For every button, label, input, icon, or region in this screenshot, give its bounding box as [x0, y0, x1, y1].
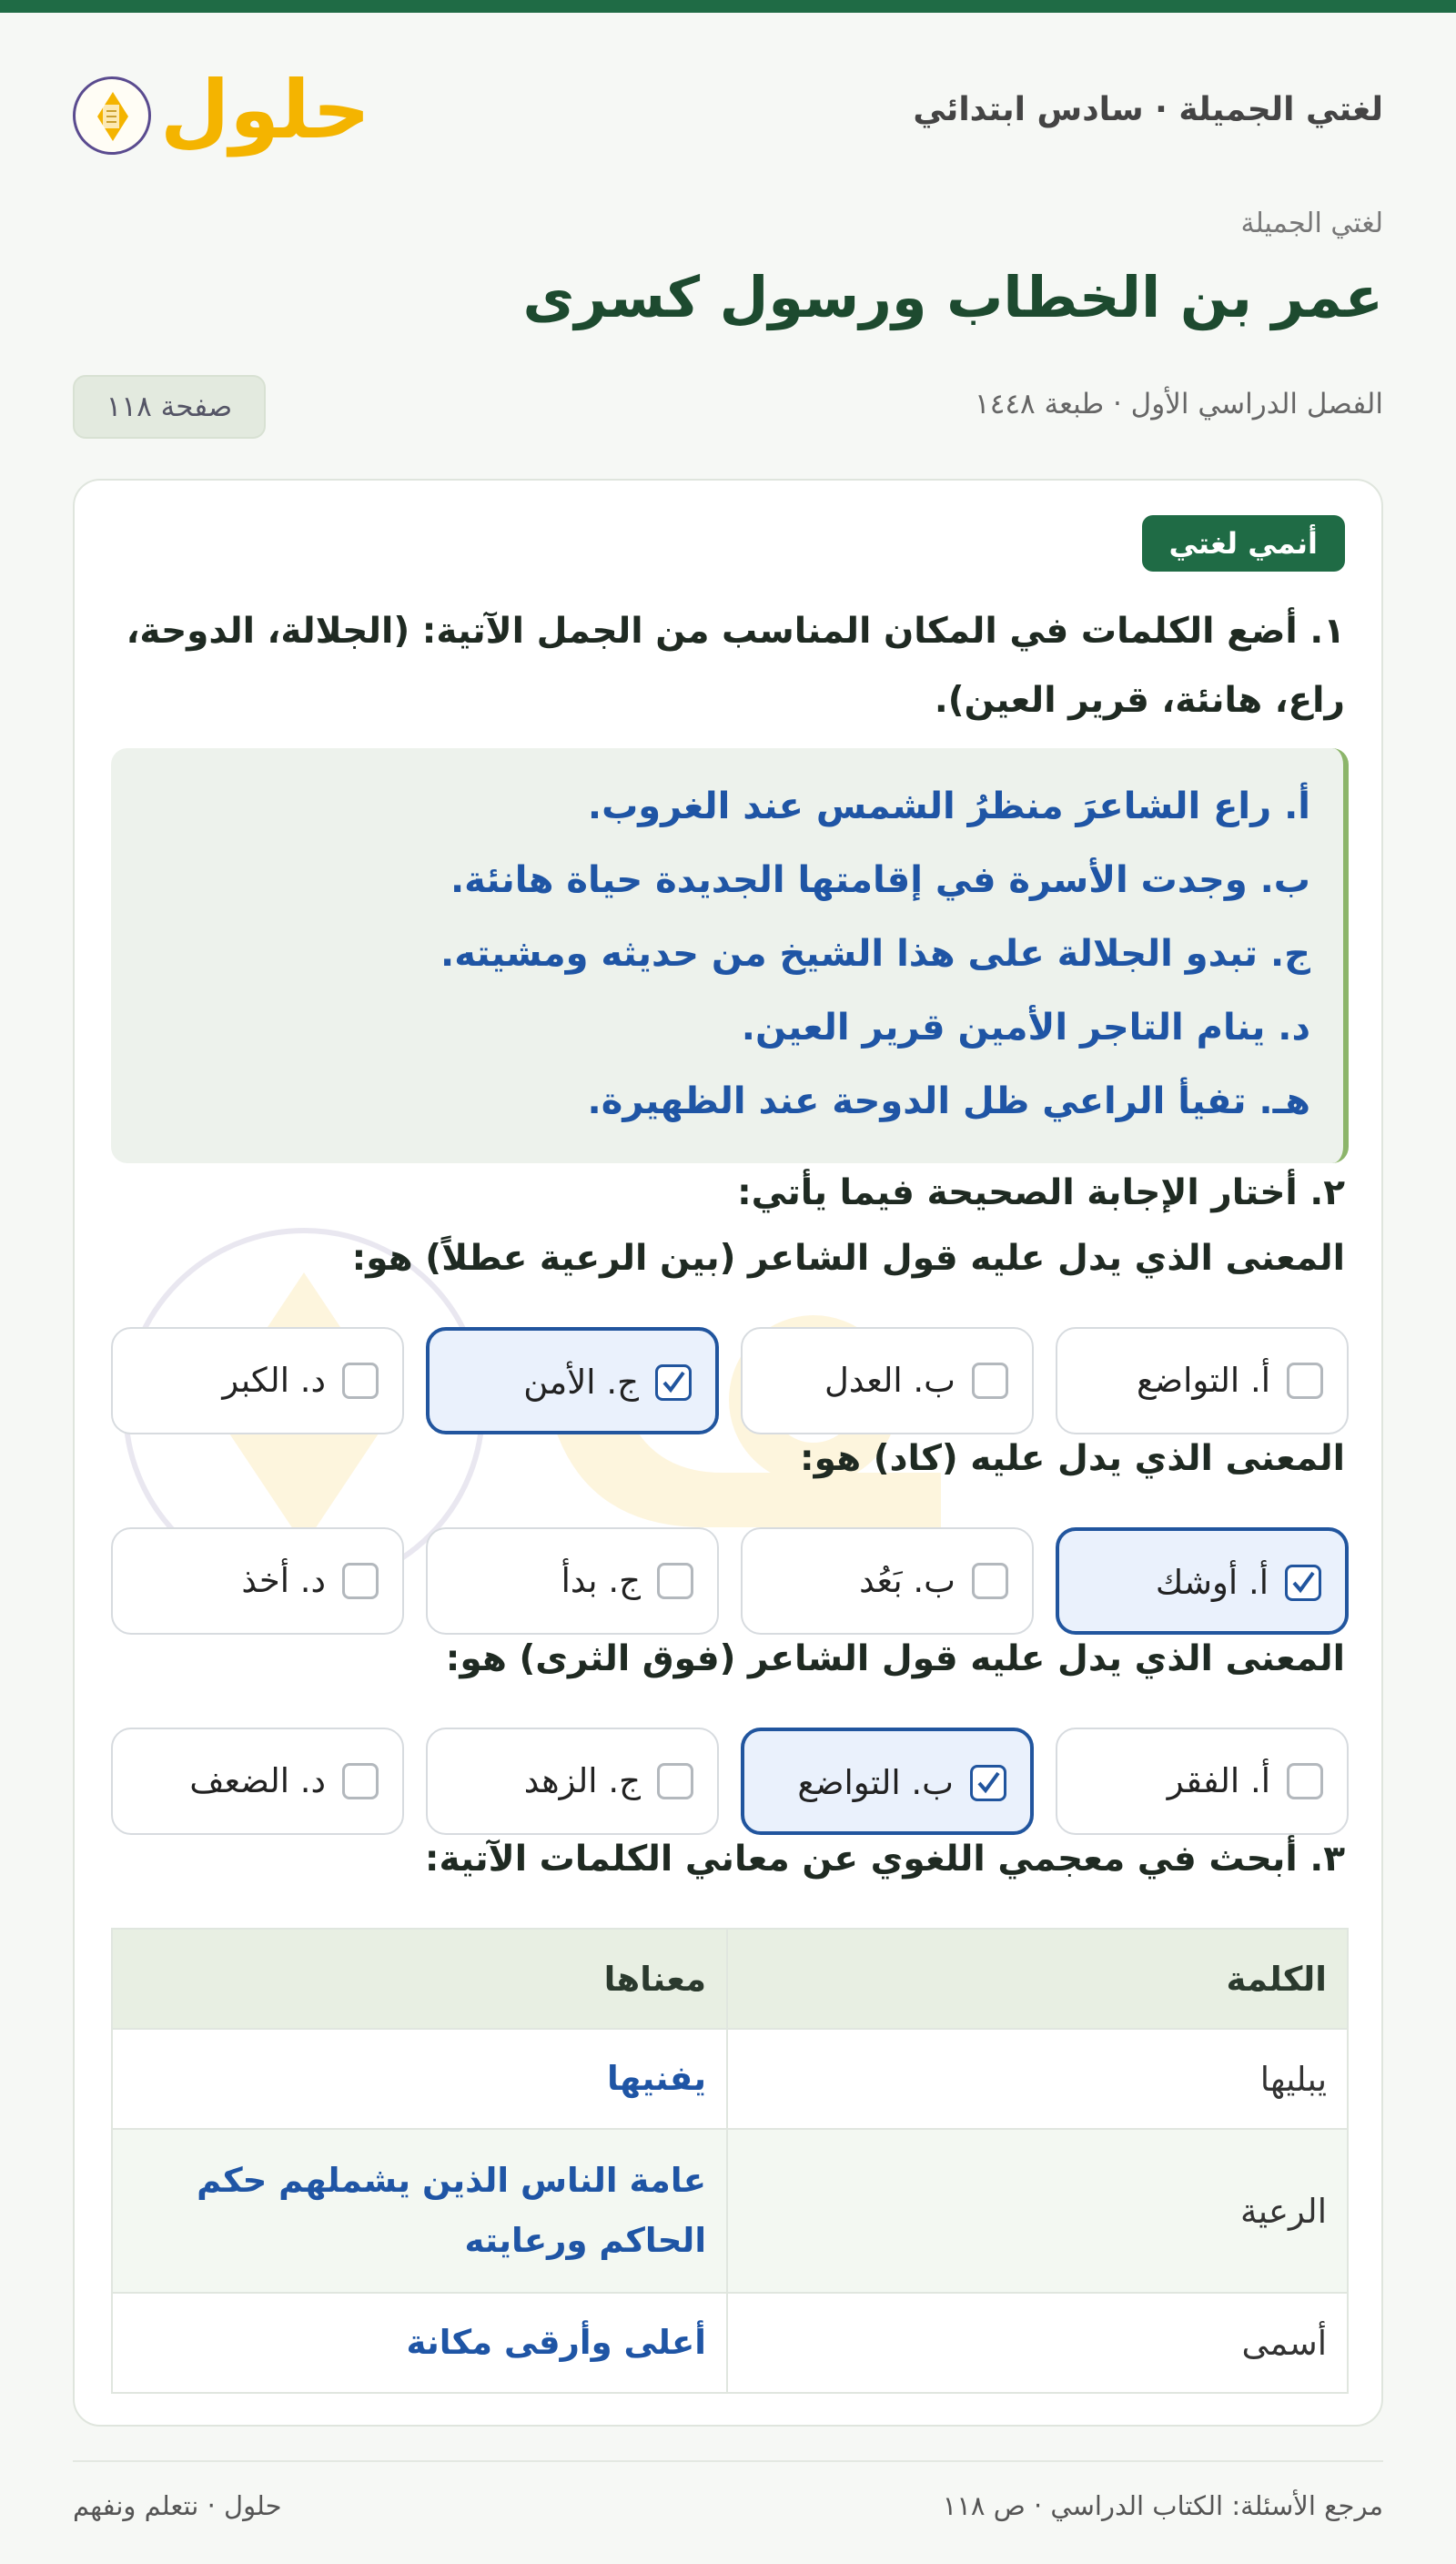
- mcq-3-option-d[interactable]: [111, 1728, 404, 1835]
- mcq-2-option-c[interactable]: [426, 1527, 719, 1635]
- checkbox-icon[interactable]: [342, 1563, 379, 1599]
- page-title: عمر بن الخطاب ورسول كسرى: [522, 264, 1383, 330]
- logo-wordmark: حلول: [160, 63, 370, 157]
- footer-tagline[interactable]: حلول · نتعلم ونفهم: [73, 2490, 282, 2521]
- option-label: د. الكبر: [222, 1361, 326, 1400]
- meaning-cell: أعلى وأرقى مكانة: [112, 2293, 727, 2393]
- question-1-answers: [111, 748, 1349, 1163]
- question-3-title: ٣. أبحث في معجمي اللغوي عن معاني الكلمات الآتية:: [424, 1839, 1345, 1880]
- mcq-1-option-c[interactable]: [426, 1327, 719, 1434]
- book-icon: [73, 76, 151, 155]
- brand-logo[interactable]: [73, 53, 370, 177]
- column-header-meaning: معناها: [112, 1929, 727, 2029]
- table-row: [112, 2129, 1348, 2293]
- mcq-1-options: [111, 1327, 1349, 1434]
- answer-line: د. ينام التاجر الأمين قرير العين.: [741, 1007, 1310, 1049]
- mcq-3-options: [111, 1728, 1349, 1835]
- mcq-3-option-a[interactable]: [1056, 1728, 1349, 1835]
- mcq-2-stem: المعنى الذي يدل عليه (كاد) هو:: [800, 1438, 1345, 1479]
- option-label: أ. التواضع: [1136, 1361, 1270, 1400]
- meaning-cell: يفنيها: [112, 2029, 727, 2129]
- option-label: أ. الفقر: [1167, 1761, 1270, 1800]
- option-label: ب. العدل: [824, 1361, 956, 1400]
- table-row: [112, 2293, 1348, 2393]
- page-number-badge: صفحة ١١٨: [73, 375, 266, 439]
- mcq-3-option-c[interactable]: [426, 1728, 719, 1835]
- mcq-1-option-a[interactable]: [1056, 1327, 1349, 1434]
- question-2-title: ٢. أختار الإجابة الصحيحة فيما يأتي:: [737, 1172, 1345, 1213]
- option-label: أ. أوشك: [1155, 1563, 1269, 1602]
- meaning-cell: عامة الناس الذين يشملهم حكم الحاكم ورعايته: [112, 2129, 727, 2293]
- exercise-card: [73, 479, 1383, 2427]
- mcq-3-option-b[interactable]: [741, 1728, 1034, 1835]
- checkbox-icon[interactable]: [1287, 1363, 1323, 1399]
- option-label: ب. التواضع: [797, 1763, 954, 1802]
- checkbox-icon[interactable]: [342, 1363, 379, 1399]
- vocabulary-table: [111, 1928, 1349, 2394]
- option-label: د. الضعف: [189, 1761, 326, 1800]
- footer-source: مرجع الأسئلة: الكتاب الدراسي · ص ١١٨: [942, 2490, 1383, 2521]
- mcq-1-option-b[interactable]: [741, 1327, 1034, 1434]
- mcq-1-stem: المعنى الذي يدل عليه قول الشاعر (بين الرعية عطلاً) هو:: [351, 1238, 1345, 1279]
- word-cell: يبليها: [727, 2029, 1348, 2129]
- word-cell: الرعية: [727, 2129, 1348, 2293]
- option-label: د. أخذ: [241, 1561, 326, 1600]
- checkbox-icon[interactable]: [972, 1563, 1008, 1599]
- answer-line: ج. تبدو الجلالة على هذا الشيخ من حديثه ومشيته.: [440, 933, 1310, 975]
- mcq-2-option-b[interactable]: [741, 1527, 1034, 1635]
- mcq-2-option-d[interactable]: [111, 1527, 404, 1635]
- table-row: [112, 2029, 1348, 2129]
- mcq-3-stem: المعنى الذي يدل عليه قول الشاعر (فوق الثرى) هو:: [445, 1638, 1345, 1679]
- top-accent-bar: [0, 0, 1456, 13]
- section-tag: أنمي لغتي: [1142, 515, 1345, 572]
- answer-line: ب. وجدت الأسرة في إقامتها الجديدة حياة هانئة.: [450, 859, 1310, 901]
- footer-divider: [73, 2460, 1383, 2462]
- checkbox-icon[interactable]: [1287, 1763, 1323, 1799]
- option-label: ج. الزهد: [523, 1761, 641, 1800]
- checkbox-icon[interactable]: [342, 1763, 379, 1799]
- question-1-text: ١. أضع الكلمات في المكان المناسب من الجمل الآتية: (الجلالة، الدوحة، راع، هانئة، قرير العين).: [126, 611, 1345, 721]
- option-label: ج. بدأ: [561, 1561, 641, 1600]
- breadcrumb[interactable]: لغتي الجميلة: [1240, 208, 1383, 239]
- checkbox-icon[interactable]: [657, 1763, 693, 1799]
- checkmark-icon[interactable]: [655, 1364, 692, 1401]
- answer-line: هـ. تفيأ الراعي ظل الدوحة عند الظهيرة.: [587, 1080, 1310, 1122]
- checkmark-icon[interactable]: [970, 1765, 1006, 1801]
- checkbox-icon[interactable]: [972, 1363, 1008, 1399]
- option-label: ج. الأمن: [523, 1363, 639, 1402]
- mcq-1-option-d[interactable]: [111, 1327, 404, 1434]
- answer-line: أ. راع الشاعرَ منظرُ الشمس عند الغروب.: [587, 785, 1310, 827]
- word-cell: أسمى: [727, 2293, 1348, 2393]
- page-header: [73, 53, 1383, 177]
- mcq-2-options: [111, 1527, 1349, 1635]
- checkbox-icon[interactable]: [657, 1563, 693, 1599]
- option-label: ب. بَعُد: [859, 1561, 956, 1600]
- checkmark-icon[interactable]: [1285, 1565, 1321, 1601]
- column-header-word: الكلمة: [727, 1929, 1348, 2029]
- mcq-2-option-a[interactable]: [1056, 1527, 1349, 1635]
- term-edition-info: الفصل الدراسي الأول · طبعة ١٤٤٨: [975, 388, 1383, 421]
- subject-title: لغتي الجميلة · سادس ابتدائي: [913, 91, 1383, 128]
- table-header-row: [112, 1929, 1348, 2029]
